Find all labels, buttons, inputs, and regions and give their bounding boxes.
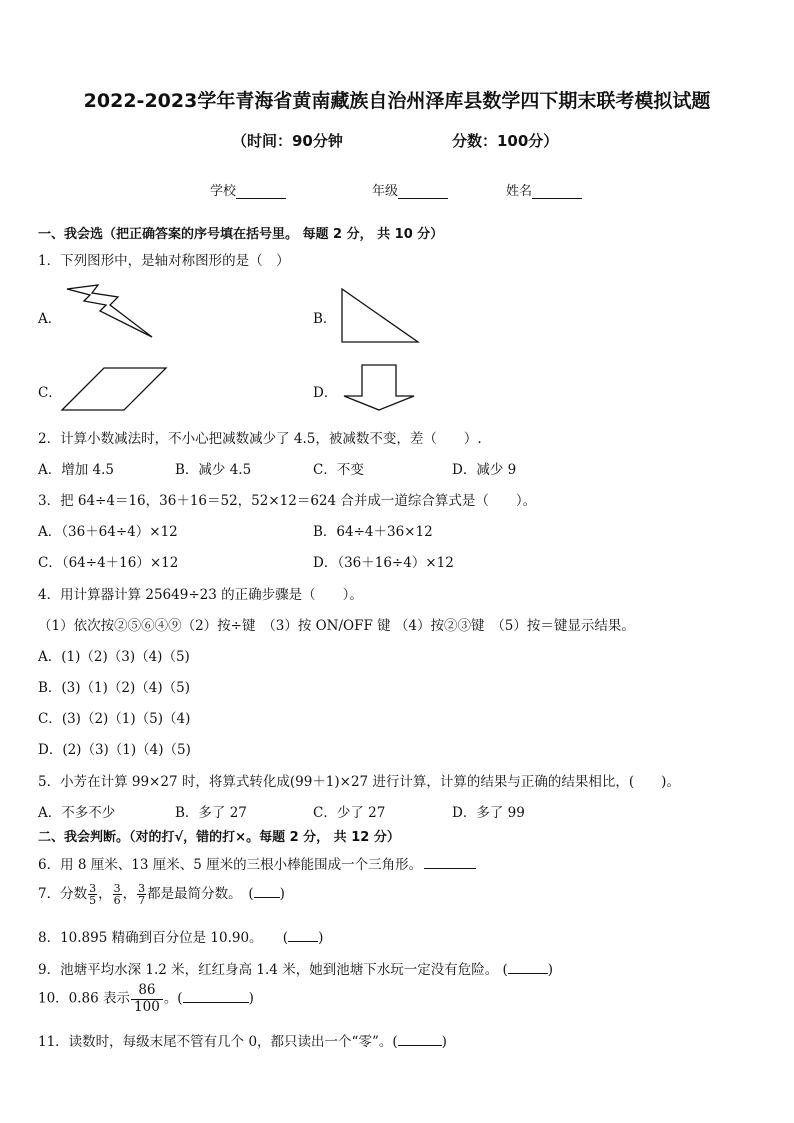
q7-sep-2: ， bbox=[122, 886, 137, 902]
q7-f2-denominator: 6 bbox=[113, 894, 121, 907]
q2-option-d[interactable]: D．减少 9 bbox=[452, 462, 517, 478]
q4-option-a[interactable]: A．(1)（2)（3)（4)（5) bbox=[38, 649, 190, 665]
q4-option-b[interactable]: B．(3)（1)（2)（4)（5) bbox=[38, 680, 190, 696]
q1-option-c-label[interactable]: C． bbox=[38, 385, 62, 401]
q4-text: 4．用计算器计算 25649÷23 的正确步骤是（ ）。 bbox=[38, 587, 363, 603]
q8-answer-blank[interactable] bbox=[288, 929, 318, 942]
q7-suffix: 都是最简分数。 ( bbox=[147, 886, 254, 902]
q10-suffix: 。( bbox=[163, 990, 183, 1007]
q10-fraction bbox=[131, 983, 163, 1015]
q1-option-d-label[interactable]: D． bbox=[313, 385, 338, 401]
section2-heading: 二、我会判断。（对的打√，错的打×。每题 2 分， 共 12 分） bbox=[38, 830, 400, 845]
q6 bbox=[38, 853, 476, 873]
q1-option-b-label[interactable]: B． bbox=[313, 311, 337, 327]
q8-text: 8．10.895 精确到百分位是 10.90。 ( bbox=[38, 930, 289, 946]
q6-answer-blank[interactable] bbox=[424, 856, 476, 869]
q2-text: 2．计算小数减法时，不小心把减数减少了 4.5，被减数不变，差（ ）. bbox=[38, 431, 482, 447]
q8 bbox=[38, 926, 323, 946]
q7-f3-numerator: 3 bbox=[138, 882, 146, 895]
q9-text: 9．池塘平均水深 1.2 米，红红身高 1.4 米，她到池塘下水玩一定没有危险。 ( bbox=[38, 962, 508, 978]
q8-close: ) bbox=[318, 930, 324, 946]
page-title: 2022-2023学年青海省黄南藏族自治州泽库县数学四下期末联考模拟试题 bbox=[83, 90, 711, 112]
q7-fraction-1 bbox=[88, 883, 97, 906]
q3-option-c[interactable]: C．（64÷4＋16）×12 bbox=[38, 555, 179, 571]
school-field[interactable] bbox=[210, 180, 286, 199]
school-label: 学校 bbox=[210, 184, 237, 199]
time-label: （时间：90分钟 bbox=[232, 132, 343, 150]
q9-close: ) bbox=[547, 962, 554, 978]
q5-text: 5．小芳在计算 99×27 时，将算式转化成(99＋1)×27 进行计算，计算的结果与正确的结果相比，( )。 bbox=[38, 774, 680, 790]
q3-text: 3．把 64÷4＝16，36＋16＝52，52×12＝624 合并成一道综合算式是（ ）。 bbox=[38, 493, 537, 509]
down-arrow-icon bbox=[340, 362, 418, 414]
q10-denominator: 100 bbox=[134, 998, 160, 1015]
q7-f2-numerator: 3 bbox=[113, 882, 121, 895]
right-triangle-icon bbox=[338, 286, 422, 346]
q5-option-d[interactable]: D．多了 99 bbox=[452, 805, 525, 821]
q2-option-c[interactable]: C．不变 bbox=[313, 462, 364, 478]
q7-f3-denominator: 7 bbox=[138, 894, 146, 907]
q11-text: 11．读数时，每级末尾不管有几个 0，都只读出一个“零”。( bbox=[38, 1034, 398, 1050]
q6-text: 6．用 8 厘米、13 厘米、5 厘米的三根小棒能围成一个三角形。 bbox=[38, 857, 423, 873]
q5-option-b[interactable]: B．多了 27 bbox=[175, 805, 247, 821]
lightning-bolt-icon bbox=[62, 283, 157, 341]
grade-blank[interactable] bbox=[398, 184, 448, 199]
q11 bbox=[38, 1030, 447, 1050]
q7-sep-1: ， bbox=[98, 886, 112, 902]
q1-option-a-label[interactable]: A． bbox=[38, 311, 62, 327]
name-label: 姓名 bbox=[506, 184, 533, 199]
q4-steps: （1）依次按②⑤⑥④⑨（2）按÷键 （3）按 ON/OFF 键 （4）按②③键 （5）按＝键显示结果。 bbox=[38, 618, 635, 634]
school-blank[interactable] bbox=[236, 184, 286, 199]
q10-answer-blank[interactable] bbox=[183, 990, 249, 1003]
q9-answer-blank[interactable] bbox=[508, 961, 548, 974]
q7-f1-denominator: 5 bbox=[89, 894, 97, 907]
q10-numerator: 86 bbox=[131, 983, 163, 1000]
q7 bbox=[38, 882, 285, 906]
name-blank[interactable] bbox=[532, 184, 582, 199]
q2-option-b[interactable]: B．减少 4.5 bbox=[175, 462, 252, 478]
q3-option-d[interactable]: D．（36＋16÷4）×12 bbox=[313, 555, 454, 571]
q1-text: 1．下列图形中，是轴对称图形的是（ ） bbox=[38, 253, 290, 269]
q10-prefix: 10．0.86 表示 bbox=[38, 990, 131, 1007]
q3-option-b[interactable]: B．64÷4＋36×12 bbox=[313, 524, 433, 540]
q7-close: ) bbox=[279, 886, 285, 902]
q11-answer-blank[interactable] bbox=[398, 1033, 442, 1046]
parallelogram-icon bbox=[60, 366, 170, 412]
q10 bbox=[38, 983, 254, 1015]
q7-fraction-2 bbox=[113, 883, 122, 906]
q7-fraction-3 bbox=[137, 883, 146, 906]
q4-option-d[interactable]: D．(2)（3)（1)（4)（5) bbox=[38, 742, 191, 758]
q7-answer-blank[interactable] bbox=[254, 885, 280, 898]
name-field[interactable] bbox=[506, 180, 582, 199]
grade-label: 年级 bbox=[372, 184, 399, 199]
q9 bbox=[38, 958, 553, 978]
q5-option-c[interactable]: C．少了 27 bbox=[313, 805, 386, 821]
q7-prefix: 7．分数 bbox=[38, 886, 88, 902]
q2-option-a[interactable]: A．增加 4.5 bbox=[38, 462, 115, 478]
q4-option-c[interactable]: C．(3)（2)（1)（5)（4) bbox=[38, 711, 191, 727]
score-label: 分数：100分） bbox=[452, 132, 559, 150]
q7-f1-numerator: 3 bbox=[89, 882, 97, 895]
q11-close: ) bbox=[441, 1034, 447, 1050]
q10-close: ) bbox=[248, 990, 254, 1007]
q5-option-a[interactable]: A．不多不少 bbox=[38, 805, 116, 821]
section1-heading: 一、我会选（把正确答案的序号填在括号里。 每题 2 分， 共 10 分） bbox=[38, 227, 444, 242]
grade-field[interactable] bbox=[372, 180, 448, 199]
q3-option-a[interactable]: A．（36＋64÷4）×12 bbox=[38, 524, 178, 540]
